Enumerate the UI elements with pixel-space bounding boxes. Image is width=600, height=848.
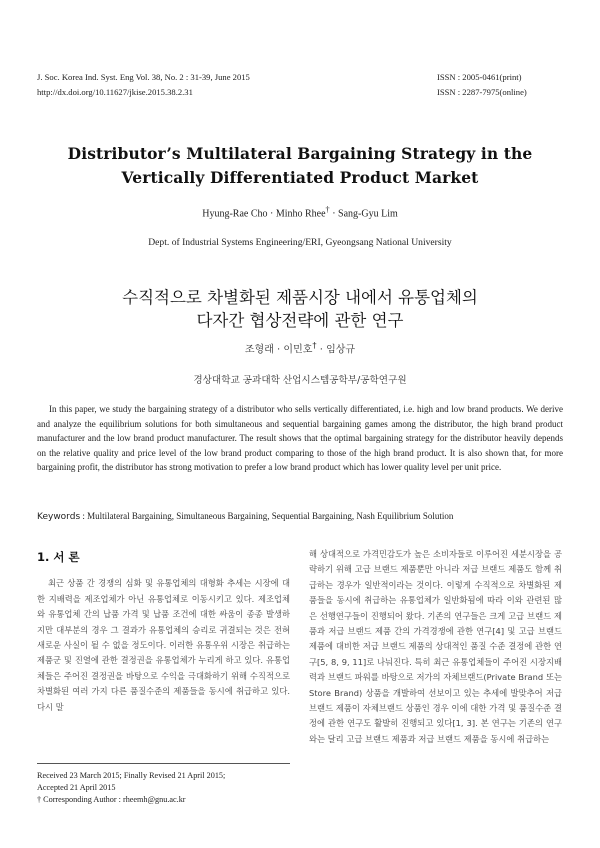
footnote [37,770,290,807]
authors-korean [0,340,600,355]
title-ko-line-1: 수직적으로 차별화된 제품시장 내에서 유통업체의 [122,288,478,307]
title-en-line-1: Distributor’s Multilateral Bargaining Strategy in the [67,144,533,163]
doi-link[interactable]: http://dx.doi.org/10.11627/jkise.2015.38.2.31 [37,87,193,97]
corresponding-mark-ko: † [312,340,317,350]
introduction-paragraph: 최근 상품 간 경쟁의 심화 및 유통업체의 대형화 추세는 시장에 대한 지배력을 제조업체가 아닌 유통업체로 이동시키고 있다. 제조업체와 유통업체 간의 납품 가격 및 납품 조건에 대한 싸움이 종종 발생하지만 대부분의 경우 그 결과가 유통업체의 승리로 귀결되는 것은 전혀 새로운 사실이 될 수 없을 정도이다. 이러한 유통우위 시장은 취급하는 제품군 및 진열에 관한 결정권을 유통업체가 누리게 하고 있다. 유통업체들은 주어진 결정권을 바탕으로 수익을 극대화하기 위해 수직적으로 차별화된 여러 가지 다른 품질수준의 제품들을 동시에 취급하고 있다. 다시 말 [37,578,290,712]
affiliation-korean: 경상대학교 공과대학 산업시스템공학부/공학연구원 [193,375,407,386]
footnote-divider [37,763,290,764]
introduction-paragraph-continued: 해 상대적으로 가격민감도가 높은 소비자들로 이루어진 세분시장을 공략하기 위해 고급 브랜드 제품뿐만 아니라 저급 브랜드 제품도 함께 취급하는 경우가 일반적이라는 것이다. 이렇게 수직적으로 차별화된 제품들을 동시에 취급하는 유통업체가 일반화됨에 따라 이와 관련된 많은 선행연구들이 진행되어 왔다. 기존의 연구들은 크게 고급 브랜드 제품과 저급 브랜드 제품 간의 가격경쟁에 관한 연구[4] 및 고급 브랜드 제품에 대비한 저급 브랜드 제품의 상대적인 품질 수준 결정에 관한 연구[5, 8, 9, 11]로 나눠진다. 특히 최근 유통업체들이 주어진 시장지배력과 브랜드 파워를 바탕으로 저가의 자체브랜드(Private Brand 또는 Store Brand) 상품을 개발하여 선보이고 있는 추세에 발맞추어 저급 브랜드 제품이 자체브랜드 상품인 경우 이에 대한 가격 및 품질수준 결정에 관한 연구도 활발히 진행되고 있다[1, 3]. 본 연구는 기존의 연구와는 달리 고급 브랜드 제품과 저급 브랜드 제품을 동시에 취급하는 [309,549,562,744]
keywords-list: : Multilateral Bargaining, Simultaneous Bargaining, Sequential Bargaining, Nash Equilibrium Solution [80,511,454,521]
authors-english [0,205,600,219]
received-date: Received 23 March 2015; Finally Revised 21 April 2015; [37,771,226,780]
issn-online: ISSN : 2287-7975(online) [437,87,527,97]
paper-title-korean [0,286,600,332]
authors-en-last: · Sang-Gyu Lim [329,208,398,220]
affiliation-english: Dept. of Industrial Systems Engineering/ERI, Gyeongsang National University [148,237,452,248]
abstract: In this paper, we study the bargaining strategy of a distributor who sells vertically differentiated, i.e. high and low brand products. We derive and analyze the equilibrium solutions for both simultaneous and sequential bargaining games among the distributor, the high brand product manufacturer and the low brand product manufacturer. The result shows that the optimal bargaining strategy for the distributor heavily depends on the relative quality and price level of the low brand product comparing to those of the high brand product. It is also shown that, for more bargaining profit, the distributor has strong motivation to prefer a low brand product which has lower quality level per unit price. [37,404,563,473]
authors-ko-last: · 임상규 [316,344,356,356]
corresponding-mark-en: † [325,205,330,214]
authors-ko-first: 조형래 · 이민호 [244,344,313,356]
issn-print: ISSN : 2005-0461(print) [437,72,522,82]
section-heading-introduction: 1. 서 론 [37,550,80,564]
authors-en-first: Hyung-Rae Cho · Minho Rhee [202,208,326,220]
body-column-left [37,550,290,715]
title-en-line-2: Vertically Differentiated Product Market [121,168,479,187]
title-ko-line-2: 다자간 협상전략에 관한 연구 [196,311,404,330]
accepted-date: Accepted 21 April 2015 [37,783,116,793]
issn-block [437,70,527,100]
keywords-label: Keywords [37,512,81,522]
corresponding-author: † Corresponding Author : rheemh@gnu.ac.kr [37,795,186,805]
paper-title-english [0,142,600,190]
body-column-right [309,547,562,747]
journal-header [37,70,250,100]
keywords [37,511,563,522]
journal-citation: J. Soc. Korea Ind. Syst. Eng Vol. 38, No. 2 : 31-39, June 2015 [37,72,250,82]
